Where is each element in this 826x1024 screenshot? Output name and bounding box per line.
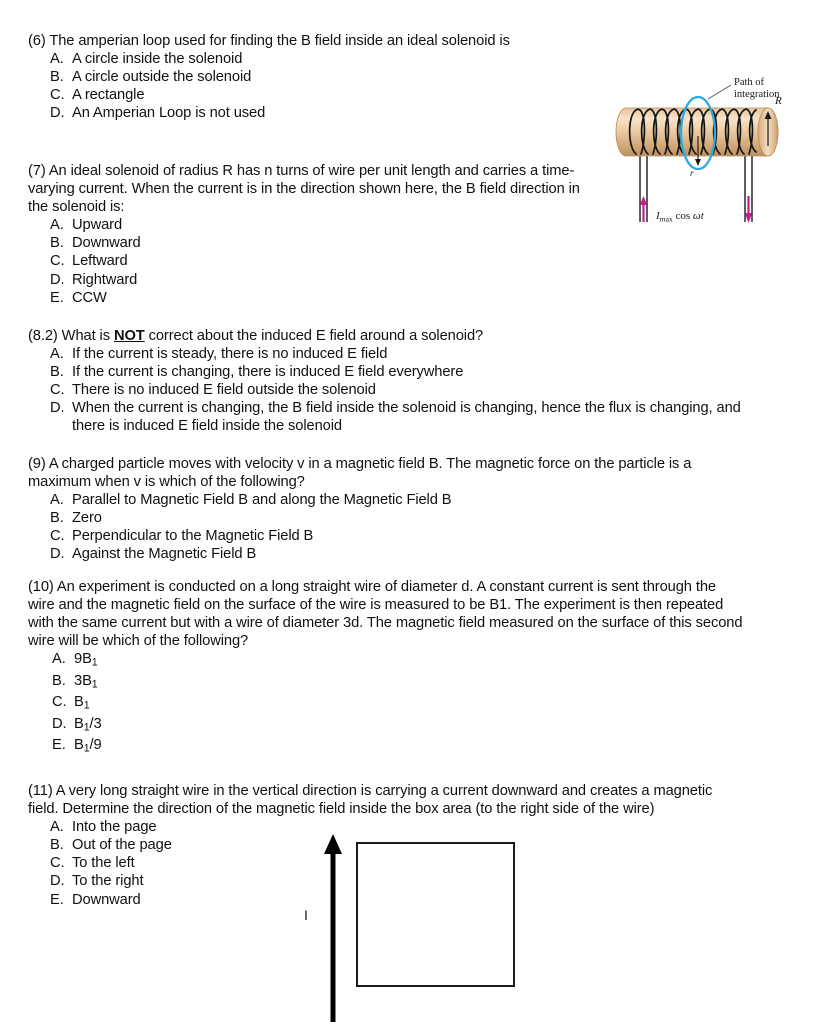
option-c[interactable] [50,252,588,270]
option-letter: B. [50,510,64,527]
option-tail: /3 [89,715,102,732]
option-text: Into the page [72,819,157,836]
current-label-I: I [656,210,660,222]
option-letter: D. [50,105,65,122]
question-9 [28,455,740,564]
question-7-stem: (7) An ideal solenoid of radius R has n turns of wire per unit length and carries a time-varying current. When the current is in the direction shown here, the B field direction in the solenoid is: [28,163,584,216]
option-a[interactable] [52,650,743,671]
current-label-omega: ω [692,210,701,222]
option-sub: 1 [83,720,90,733]
option-letter: D. [50,546,65,563]
option-b[interactable] [50,509,740,527]
question-6 [28,32,603,122]
question-7-options [28,216,588,306]
question-11-stem: (11) A very long straight wire in the vertical direction is carrying a current downward and creates a magnetic field. Determine the direction of the magnetic field inside the box area (to the right side of the wire) [28,783,717,818]
option-text: Downward [72,891,141,908]
stem-before-not: (8.2) What is [28,328,114,344]
option-text: There is no induced E field outside the solenoid [72,382,376,399]
option-letter: A. [50,819,64,836]
label-small-r: r [690,168,694,178]
option-b[interactable] [50,363,758,381]
option-text: An Amperian Loop is not used [72,105,266,122]
current-label [655,210,705,224]
option-sub: 1 [83,742,90,755]
option-text: When the current is changing, the B field inside the solenoid is changing, hence the flux is changing, and there is induced E field inside the solenoid [72,400,741,435]
option-letter: C. [50,855,65,872]
option-letter: B. [50,837,64,854]
option-text: Out of the page [72,837,172,854]
option-b[interactable] [52,672,743,693]
option-d[interactable] [50,104,603,122]
option-d[interactable] [50,545,740,563]
label-integration: integration [734,89,780,100]
question-8-2 [28,327,758,436]
option-text: Zero [72,510,102,527]
current-label-max: max [659,214,673,224]
box-area [357,843,514,986]
option-d[interactable] [50,271,588,289]
option-sub: 1 [91,656,98,669]
solenoid-diagram [600,74,826,244]
option-text: To the right [72,873,144,890]
option-text [74,736,743,757]
question-8-2-options [28,345,758,435]
option-text: A rectangle [72,87,145,104]
option-c[interactable] [52,693,743,714]
option-a[interactable] [50,345,758,363]
option-letter: A. [50,51,64,68]
option-letter: A. [50,492,64,509]
option-letter: A. [50,346,64,363]
question-8-2-stem [28,327,758,345]
option-d[interactable] [50,399,758,435]
question-7 [28,162,588,307]
option-e[interactable] [52,736,743,757]
option-c[interactable] [50,527,740,545]
wire-and-box-diagram [290,828,550,1024]
option-base: 9B [74,651,92,668]
option-letter: D. [50,271,65,288]
question-9-options [28,491,740,563]
option-base: B [74,715,84,732]
option-text: Perpendicular to the Magnetic Field B [72,528,314,545]
option-base: B [74,737,84,754]
current-arrow-up-icon [324,834,342,1022]
option-text: A circle outside the solenoid [72,69,252,86]
option-base: 3B [74,672,92,689]
option-text: CCW [72,289,107,306]
option-b[interactable] [50,68,603,86]
option-letter: B. [50,69,64,86]
question-10-options [28,650,743,757]
option-letter: E. [52,737,66,754]
option-text [74,672,743,693]
option-text: To the left [72,855,135,872]
option-text: Downward [72,235,141,252]
option-sub: 1 [83,699,90,712]
option-text: Against the Magnetic Field B [72,546,257,563]
current-arrow-down [745,196,752,223]
question-9-stem: (9) A charged particle moves with velocity v in a magnetic field B. The magnetic force on the particle is a maximum when v is which of the following? [28,456,696,491]
path-leader-line [708,85,731,99]
option-letter: A. [52,651,66,668]
option-base: B [74,694,84,711]
option-letter: B. [52,672,66,689]
option-c[interactable] [50,86,603,104]
current-arrow-up [640,196,647,222]
question-10 [28,578,747,757]
option-sub: 1 [91,678,98,691]
option-a[interactable] [50,491,740,509]
option-text: If the current is steady, there is no induced E field [72,346,388,363]
question-6-stem: (6) The amperian loop used for finding the B field inside an ideal solenoid is [28,33,510,49]
option-text [74,650,743,671]
label-radius-R: R [775,95,782,107]
option-text: Leftward [72,253,128,270]
option-text [74,715,743,736]
option-text [74,693,743,714]
stem-after-not: correct about the induced E field around a solenoid? [144,328,484,344]
option-letter: A. [50,217,64,234]
option-letter: D. [52,715,67,732]
option-c[interactable] [50,381,758,399]
option-a[interactable] [50,216,588,234]
option-d[interactable] [52,715,743,736]
option-b[interactable] [50,234,588,252]
current-label-I: I [304,907,308,923]
option-letter: C. [52,694,67,711]
current-label-t: t [700,210,704,222]
stem-not-emphasis: NOT [113,328,145,344]
option-letter: C. [50,382,65,399]
option-a[interactable] [50,50,603,68]
option-letter: D. [50,400,65,417]
option-tail: /9 [89,737,102,754]
option-text: A circle inside the solenoid [72,51,243,68]
option-text: Parallel to Magnetic Field B and along the Magnetic Field B [72,492,452,509]
question-6-options [28,50,603,122]
option-letter: E. [50,891,64,908]
option-letter: C. [50,253,65,270]
option-letter: C. [50,87,65,104]
option-text: If the current is changing, there is induced E field everywhere [72,364,464,381]
option-e[interactable] [50,289,588,307]
question-10-stem: (10) An experiment is conducted on a long straight wire of diameter d. A constant current is sent through the wire and the magnetic field on the surface of the wire is measured to be B1. The experiment is then repeated with the same current but with a wire of diameter 3d. The magnetic field measured on the surface of this second wire will be which of the following? [28,579,747,650]
option-letter: B. [50,235,64,252]
option-text: Upward [72,217,123,234]
option-text: Rightward [72,271,138,288]
label-path-of: Path of [734,77,765,88]
option-letter: B. [50,364,64,381]
option-letter: C. [50,528,65,545]
option-letter: E. [50,289,64,306]
current-label-cos: cos [672,210,693,222]
option-letter: D. [50,873,65,890]
